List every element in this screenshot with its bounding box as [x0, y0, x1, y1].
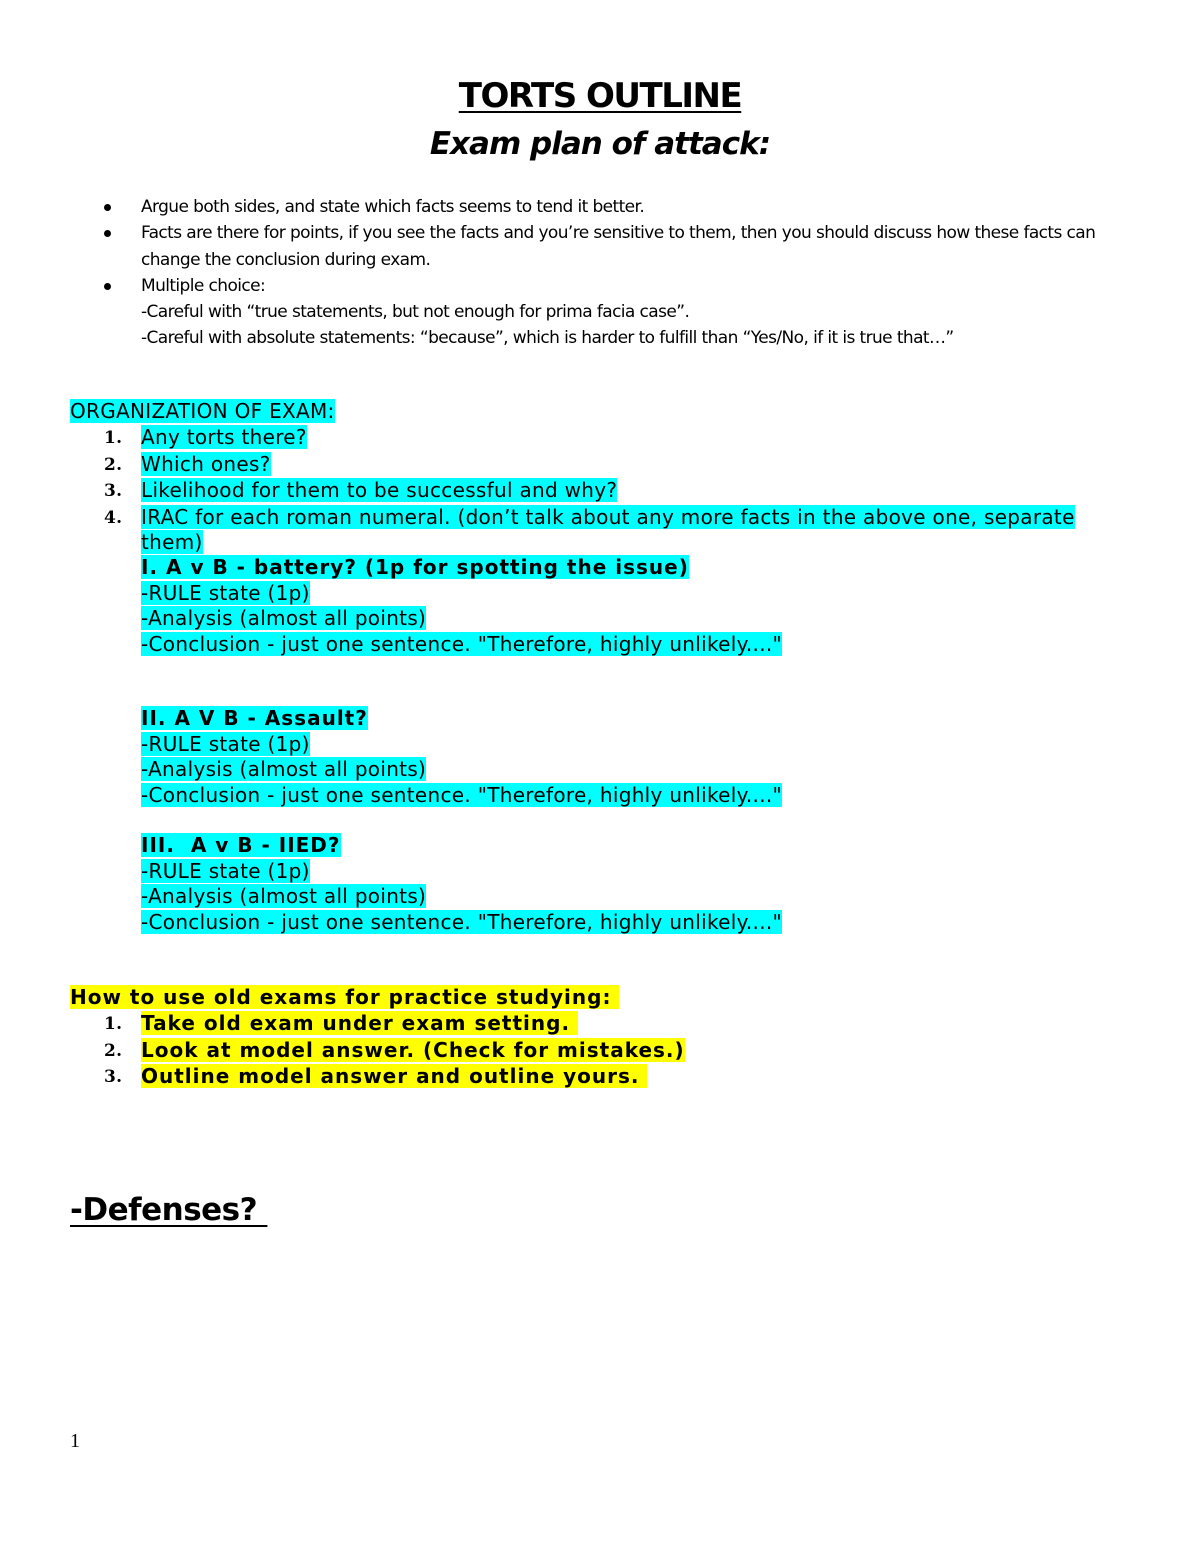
bullet-list — [104, 194, 1134, 352]
list-item: 2. Which ones? — [104, 451, 271, 476]
section-iied: III. A v B - IIED? -RULE state (1p) -Analysis (almost all points) -Conclusion - just one sentence. "Therefore, highly unlikely...." — [141, 833, 783, 934]
defenses-heading: -Defenses? — [70, 1192, 268, 1228]
bullet-icon — [104, 204, 111, 211]
list-item: 3. Likelihood for them to be successful and why? — [104, 478, 618, 502]
list-item: 4. IRAC for each roman numeral. (don’t talk about any more facts in the above one, separate them) — [104, 504, 1075, 554]
section-battery: I. A v B - battery? (1p for spotting the issue) -RULE state (1p) -Analysis (almost all points) -Conclusion - just one sentence. "Therefore, highly unlikely...." — [141, 555, 783, 656]
list-item: 3. Outline model answer and outline yours. — [104, 1064, 648, 1088]
organization-heading: ORGANIZATION OF EXAM: — [70, 399, 335, 423]
list-item: 2. Look at model answer. (Check for mistakes.) — [104, 1037, 685, 1062]
section-assault: II. A V B - Assault? -RULE state (1p) -Analysis (almost all points) -Conclusion - just one sentence. "Therefore, highly unlikely...." — [141, 706, 783, 807]
practice-list — [104, 1011, 1134, 1090]
organization-list — [104, 425, 1134, 556]
bullet-icon — [104, 283, 111, 290]
list-item: Multiple choice: -Careful with “true statements, but not enough for prima facia case”. -Careful with absolute statements: “because”, which is harder to fulfill than “Yes/No, if it is true that…” — [104, 273, 1134, 352]
practice-heading: How to use old exams for practice studying: — [70, 985, 620, 1009]
document-title: TORTS OUTLINE — [458, 76, 742, 116]
document-subtitle: Exam plan of attack: — [429, 126, 771, 162]
mc-note: -Careful with “true statements, but not enough for prima facia case”. — [141, 302, 690, 323]
list-item: Argue both sides, and state which facts seems to tend it better. — [104, 194, 1134, 220]
list-item: Facts are there for points, if you see the facts and you’re sensitive to them, then you should discuss how these facts can change the conclusion during exam. — [104, 220, 1134, 273]
page-number: 1 — [70, 1430, 80, 1452]
bullet-icon — [104, 230, 111, 237]
list-item: 1. Take old exam under exam setting. — [104, 1011, 578, 1035]
list-item: 1. Any torts there? — [104, 425, 307, 449]
mc-note: -Careful with absolute statements: “because”, which is harder to fulfill than “Yes/No, if it is true that…” — [141, 328, 954, 349]
